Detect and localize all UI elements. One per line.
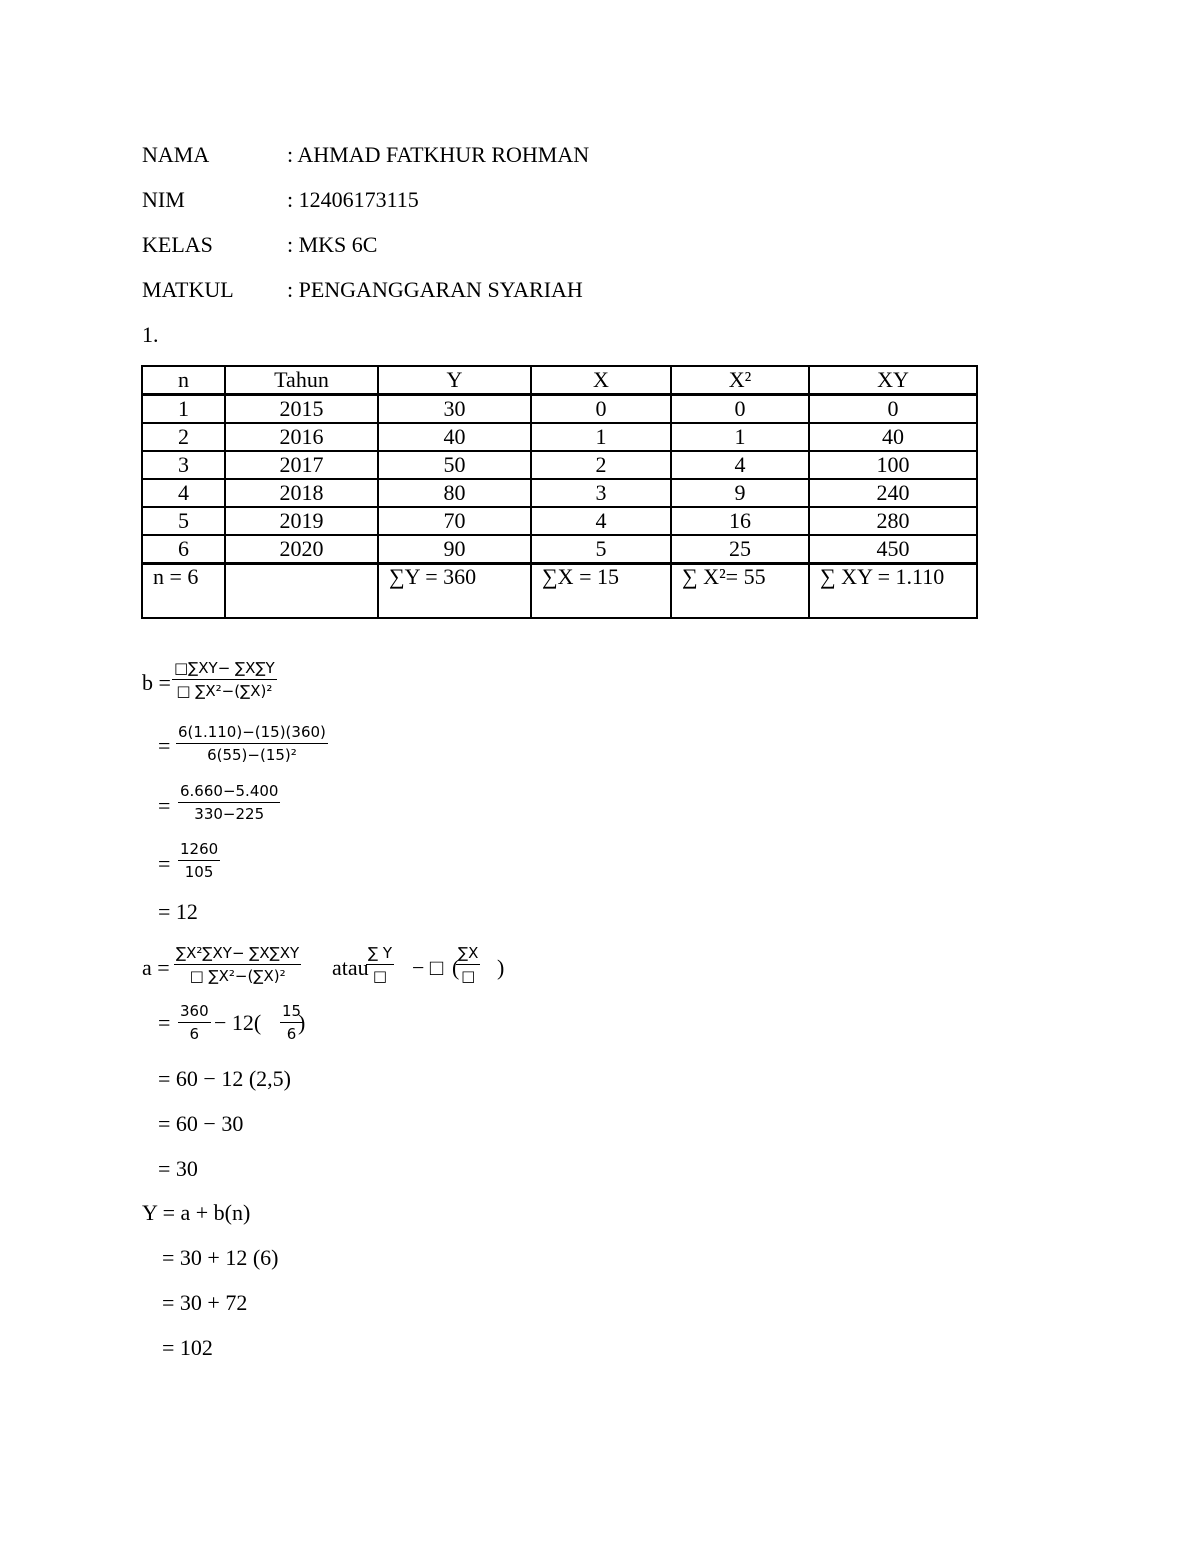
- sum-y: ∑Y = 360: [378, 564, 531, 619]
- header-n: n: [142, 366, 225, 395]
- b-step1-numerator: 6(1.110)−(15)(360): [176, 723, 328, 744]
- b-step3-numerator: 1260: [178, 840, 220, 861]
- student-class-value: : MKS 6C: [287, 232, 378, 257]
- sum-tahun: [225, 564, 378, 619]
- a-alt2-fraction: [456, 944, 480, 985]
- header-y: Y: [378, 366, 531, 395]
- y-formula: Y = a + b(n): [142, 1200, 251, 1225]
- a-step1-eq: =: [158, 1010, 171, 1035]
- b-step3-fraction: [178, 840, 220, 881]
- b-step2-eq: =: [158, 793, 171, 818]
- a-step1-close: ): [298, 1010, 306, 1035]
- a-alt-paren-open: (: [452, 955, 460, 980]
- cell-n: 2: [142, 423, 225, 451]
- a-step1-denominator2: 6: [286, 1025, 297, 1043]
- a-step1-mid: − 12(: [214, 1010, 262, 1035]
- header-xy: XY: [809, 366, 977, 395]
- course-value: : PENGANGGARAN SYARIAH: [287, 277, 583, 302]
- a-step1-numerator1: 360: [178, 1002, 211, 1023]
- cell-x-squared: 4: [671, 451, 809, 479]
- header-tahun: Tahun: [225, 366, 378, 395]
- a-alt-fraction: [366, 944, 394, 985]
- cell-n: 1: [142, 395, 225, 424]
- table-header-row: [142, 366, 977, 395]
- a-step3: = 60 − 30: [158, 1111, 244, 1136]
- header-x: X: [531, 366, 671, 395]
- a-alt-numerator: ∑ Y: [366, 944, 394, 965]
- cell-x: 1: [531, 423, 671, 451]
- cell-y: 70: [378, 507, 531, 535]
- cell-y: 30: [378, 395, 531, 424]
- cell-xy: 0: [809, 395, 977, 424]
- table-row: [142, 395, 977, 424]
- b-step1-denominator: 6(55)−(15)²: [207, 746, 297, 764]
- table-row: [142, 423, 977, 451]
- student-class-label: KELAS: [142, 232, 213, 257]
- cell-tahun: 2017: [225, 451, 378, 479]
- cell-y: 90: [378, 535, 531, 564]
- cell-y: 80: [378, 479, 531, 507]
- b-lhs: b =: [142, 670, 171, 695]
- a-step1-fraction1: [178, 1002, 211, 1043]
- b-step3-eq: =: [158, 851, 171, 876]
- cell-x: 0: [531, 395, 671, 424]
- a-alt-denominator: □: [372, 967, 388, 985]
- cell-n: 6: [142, 535, 225, 564]
- student-nim-label: NIM: [142, 187, 185, 212]
- cell-x-squared: 16: [671, 507, 809, 535]
- cell-xy: 240: [809, 479, 977, 507]
- table-row: [142, 479, 977, 507]
- course-label: MATKUL: [142, 277, 234, 302]
- cell-tahun: 2020: [225, 535, 378, 564]
- cell-x: 4: [531, 507, 671, 535]
- table-row: [142, 451, 977, 479]
- a-step4: = 30: [158, 1156, 198, 1181]
- cell-tahun: 2016: [225, 423, 378, 451]
- a-atau: atau: [332, 955, 369, 980]
- y-step2: = 30 + 72: [162, 1290, 248, 1315]
- cell-x-squared: 9: [671, 479, 809, 507]
- sum-x: ∑X = 15: [531, 564, 671, 619]
- b-formula-fraction: [172, 659, 277, 700]
- cell-xy: 100: [809, 451, 977, 479]
- sum-xy: ∑ XY = 1.110: [809, 564, 977, 619]
- cell-n: 3: [142, 451, 225, 479]
- b-step1-eq: =: [158, 733, 171, 758]
- a-alt2-numerator: ∑X: [456, 944, 480, 965]
- cell-n: 4: [142, 479, 225, 507]
- b-step2-fraction: [178, 782, 280, 823]
- cell-tahun: 2018: [225, 479, 378, 507]
- a-step2: = 60 − 12 (2,5): [158, 1066, 291, 1091]
- b-result: = 12: [158, 899, 198, 924]
- regression-table: [141, 365, 978, 619]
- student-name-value: : AHMAD FATKHUR ROHMAN: [287, 142, 590, 167]
- cell-x: 5: [531, 535, 671, 564]
- table-sum-row: [142, 564, 977, 619]
- student-name-label: NAMA: [142, 142, 210, 167]
- b-step2-numerator: 6.660−5.400: [178, 782, 280, 803]
- table-row: [142, 535, 977, 564]
- a-alt2-denominator: □: [461, 967, 476, 985]
- a-alt-mid: − □: [412, 955, 444, 980]
- a-formula-numerator: ∑X²∑XY− ∑X∑XY: [174, 944, 301, 965]
- sum-x-squared: ∑ X²= 55: [671, 564, 809, 619]
- table-row: [142, 507, 977, 535]
- cell-n: 5: [142, 507, 225, 535]
- cell-x-squared: 1: [671, 423, 809, 451]
- sum-n: n = 6: [142, 564, 225, 619]
- cell-x: 3: [531, 479, 671, 507]
- a-step1-numerator2: 15: [280, 1002, 303, 1023]
- b-step3-denominator: 105: [184, 863, 214, 881]
- b-formula-denominator: □ ∑X²−(∑X)²: [176, 682, 273, 700]
- cell-xy: 450: [809, 535, 977, 564]
- cell-y: 40: [378, 423, 531, 451]
- cell-tahun: 2019: [225, 507, 378, 535]
- a-lhs: a =: [142, 955, 170, 980]
- question-number: 1.: [142, 322, 159, 347]
- cell-tahun: 2015: [225, 395, 378, 424]
- cell-x: 2: [531, 451, 671, 479]
- cell-x-squared: 25: [671, 535, 809, 564]
- cell-y: 50: [378, 451, 531, 479]
- header-x-squared: X²: [671, 366, 809, 395]
- cell-xy: 280: [809, 507, 977, 535]
- cell-x-squared: 0: [671, 395, 809, 424]
- a-formula-denominator: □ ∑X²−(∑X)²: [189, 967, 286, 985]
- b-step2-denominator: 330−225: [194, 805, 265, 823]
- y-step3: = 102: [162, 1335, 213, 1360]
- cell-xy: 40: [809, 423, 977, 451]
- y-step1: = 30 + 12 (6): [162, 1245, 279, 1270]
- a-alt-paren-close: ): [497, 955, 505, 980]
- student-nim-value: : 12406173115: [287, 187, 419, 212]
- b-formula-numerator: □∑XY− ∑X∑Y: [172, 659, 277, 680]
- a-step1-denominator1: 6: [189, 1025, 200, 1043]
- a-formula-fraction: [174, 944, 301, 985]
- b-step1-fraction: [176, 723, 328, 764]
